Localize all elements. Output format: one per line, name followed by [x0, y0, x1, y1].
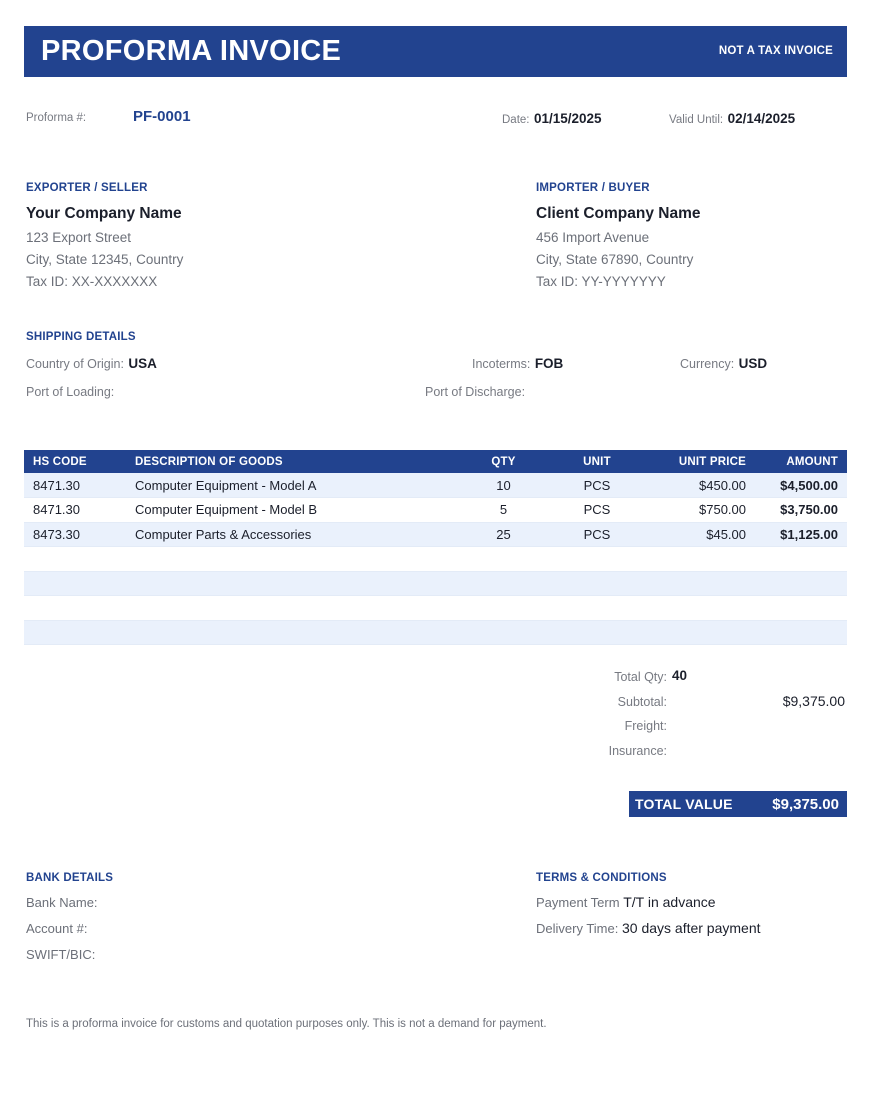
- delivery-time-value: 30 days after payment: [621, 920, 761, 936]
- importer-address-line-2: City, State 67890, Country: [536, 252, 694, 267]
- cell-description: [126, 596, 456, 621]
- table-row: [24, 473, 847, 498]
- cell-amount: [755, 620, 847, 645]
- cell-amount: $3,750.00: [755, 498, 847, 523]
- column-header-hs-code: HS CODE: [24, 450, 126, 473]
- incoterms-value: FOB: [534, 356, 564, 371]
- cell-amount: $4,500.00: [755, 473, 847, 498]
- invoice-date: [502, 110, 602, 128]
- cell-description: Computer Parts & Accessories: [126, 522, 456, 547]
- cell-hs-code: 8471.30: [24, 498, 126, 523]
- cell-description: [126, 571, 456, 596]
- cell-unit-price: [643, 547, 755, 572]
- account-number-field: [26, 920, 426, 936]
- shipping-details-block: [26, 331, 849, 413]
- valid-until-label: Valid Until:: [669, 114, 724, 126]
- table-row-empty: [24, 571, 847, 596]
- cell-unit-price: $450.00: [643, 473, 755, 498]
- subtotal-row: [430, 693, 847, 718]
- table-row: [24, 498, 847, 523]
- incoterms-label: Incoterms:: [472, 357, 531, 371]
- cell-amount: [755, 571, 847, 596]
- currency-value: USD: [738, 356, 768, 371]
- total-qty-label: Total Qty:: [614, 670, 667, 684]
- freight-label: Freight:: [624, 719, 667, 733]
- cell-unit-price: [643, 596, 755, 621]
- cell-hs-code: [24, 620, 126, 645]
- port-of-loading-label: Port of Loading:: [26, 385, 115, 399]
- line-items-table-body: [24, 473, 847, 645]
- column-header-amount: AMOUNT: [755, 450, 847, 473]
- delivery-time-field: [536, 920, 866, 936]
- column-header-unit-price: UNIT PRICE: [643, 450, 755, 473]
- currency-field: [680, 355, 767, 373]
- bank-details-block: [26, 872, 426, 962]
- port-of-discharge-field: [425, 383, 525, 401]
- exporter-address-line-1: 123 Export Street: [26, 230, 132, 245]
- total-value-bar: [629, 791, 847, 817]
- importer-address-line-1: 456 Import Avenue: [536, 230, 650, 245]
- cell-unit-price: [643, 571, 755, 596]
- incoterms-field: [472, 355, 563, 373]
- port-of-loading-field: [26, 383, 114, 401]
- country-of-origin-value: USA: [128, 356, 157, 371]
- exporter-heading: EXPORTER / SELLER: [26, 182, 148, 194]
- terms-conditions-heading: TERMS & CONDITIONS: [536, 872, 667, 884]
- importer-block: [536, 182, 870, 289]
- column-header-qty: QTY: [456, 450, 551, 473]
- importer-heading: IMPORTER / BUYER: [536, 182, 650, 194]
- importer-tax-id: Tax ID: YY-YYYYYYY: [536, 274, 666, 289]
- exporter-block: [26, 182, 426, 289]
- total-qty-value: 40: [672, 668, 688, 683]
- cell-amount: [755, 547, 847, 572]
- invoice-header-bar: [24, 26, 847, 77]
- cell-unit: PCS: [551, 522, 643, 547]
- line-items-table-head: [24, 450, 847, 473]
- insurance-label: Insurance:: [608, 743, 667, 758]
- country-of-origin-label: Country of Origin:: [26, 357, 124, 371]
- proforma-number-label: Proforma #:: [26, 112, 87, 124]
- cell-unit: [551, 596, 643, 621]
- cell-hs-code: 8471.30: [24, 473, 126, 498]
- bank-name-field: [26, 894, 426, 910]
- cell-unit-price: [643, 620, 755, 645]
- cell-unit: PCS: [551, 473, 643, 498]
- table-header-row: [24, 450, 847, 473]
- account-number-label: Account #:: [26, 921, 88, 936]
- payment-term-label: Payment Term: [536, 895, 620, 910]
- cell-qty: [456, 596, 551, 621]
- port-of-discharge-label: Port of Discharge:: [425, 385, 526, 399]
- cell-unit: PCS: [551, 498, 643, 523]
- column-header-description: DESCRIPTION OF GOODS: [126, 450, 456, 473]
- page-title: PROFORMA INVOICE: [41, 35, 342, 67]
- subtotal-value: $9,375.00: [782, 692, 845, 709]
- cell-amount: [755, 596, 847, 621]
- shipping-details-grid: [26, 355, 849, 413]
- cell-qty: [456, 620, 551, 645]
- invoice-date-value: 01/15/2025: [533, 111, 602, 126]
- table-row-empty: [24, 620, 847, 645]
- total-value-amount: $9,375.00: [772, 795, 839, 813]
- subtotal-label: Subtotal:: [617, 694, 667, 709]
- exporter-tax-id: Tax ID: XX-XXXXXXX: [26, 274, 158, 289]
- cell-amount: $1,125.00: [755, 522, 847, 547]
- importer-name: Client Company Name: [536, 205, 701, 222]
- cell-description: Computer Equipment - Model B: [126, 498, 456, 523]
- delivery-time-label: Delivery Time:: [536, 921, 619, 936]
- swift-bic-label: SWIFT/BIC:: [26, 947, 96, 962]
- cell-hs-code: [24, 547, 126, 572]
- column-header-unit: UNIT: [551, 450, 643, 473]
- cell-unit: [551, 571, 643, 596]
- cell-hs-code: 8473.30: [24, 522, 126, 547]
- payment-term-value: T/T in advance: [623, 894, 716, 910]
- cell-hs-code: [24, 596, 126, 621]
- line-items-table: [24, 450, 847, 645]
- currency-label: Currency:: [680, 357, 735, 371]
- cell-qty: 10: [456, 473, 551, 498]
- proforma-number-value: PF-0001: [133, 108, 191, 125]
- country-of-origin-field: [26, 355, 157, 373]
- bank-name-label: Bank Name:: [26, 895, 98, 910]
- table-row: [24, 522, 847, 547]
- cell-description: [126, 620, 456, 645]
- shipping-details-heading: SHIPPING DETAILS: [26, 331, 136, 343]
- footer-disclaimer: This is a proforma invoice for customs and quotation purposes only. This is not a demand for payment.: [26, 1018, 547, 1030]
- cell-unit: [551, 547, 643, 572]
- payment-term-field: [536, 894, 866, 910]
- invoice-date-label: Date:: [502, 114, 530, 126]
- cell-qty: 5: [456, 498, 551, 523]
- freight-row: [430, 717, 847, 742]
- bank-details-heading: BANK DETAILS: [26, 872, 114, 884]
- cell-description: [126, 547, 456, 572]
- cell-unit: [551, 620, 643, 645]
- cell-qty: [456, 547, 551, 572]
- cell-qty: 25: [456, 522, 551, 547]
- valid-until: [669, 110, 795, 128]
- cell-hs-code: [24, 571, 126, 596]
- table-row-empty: [24, 547, 847, 572]
- totals-block: [430, 668, 847, 766]
- cell-unit-price: $750.00: [643, 498, 755, 523]
- invoice-meta-row: [24, 108, 847, 128]
- cell-qty: [456, 571, 551, 596]
- cell-unit-price: $45.00: [643, 522, 755, 547]
- tax-disclaimer-badge: NOT A TAX INVOICE: [718, 44, 833, 57]
- cell-description: Computer Equipment - Model A: [126, 473, 456, 498]
- total-value-label: TOTAL VALUE: [635, 796, 733, 812]
- exporter-address-line-2: City, State 12345, Country: [26, 252, 184, 267]
- terms-conditions-block: [536, 872, 866, 936]
- total-qty-row: [430, 668, 847, 693]
- exporter-name: Your Company Name: [26, 205, 182, 222]
- insurance-row: [430, 742, 847, 767]
- swift-bic-field: [26, 946, 426, 962]
- table-row-empty: [24, 596, 847, 621]
- valid-until-value: 02/14/2025: [727, 111, 796, 126]
